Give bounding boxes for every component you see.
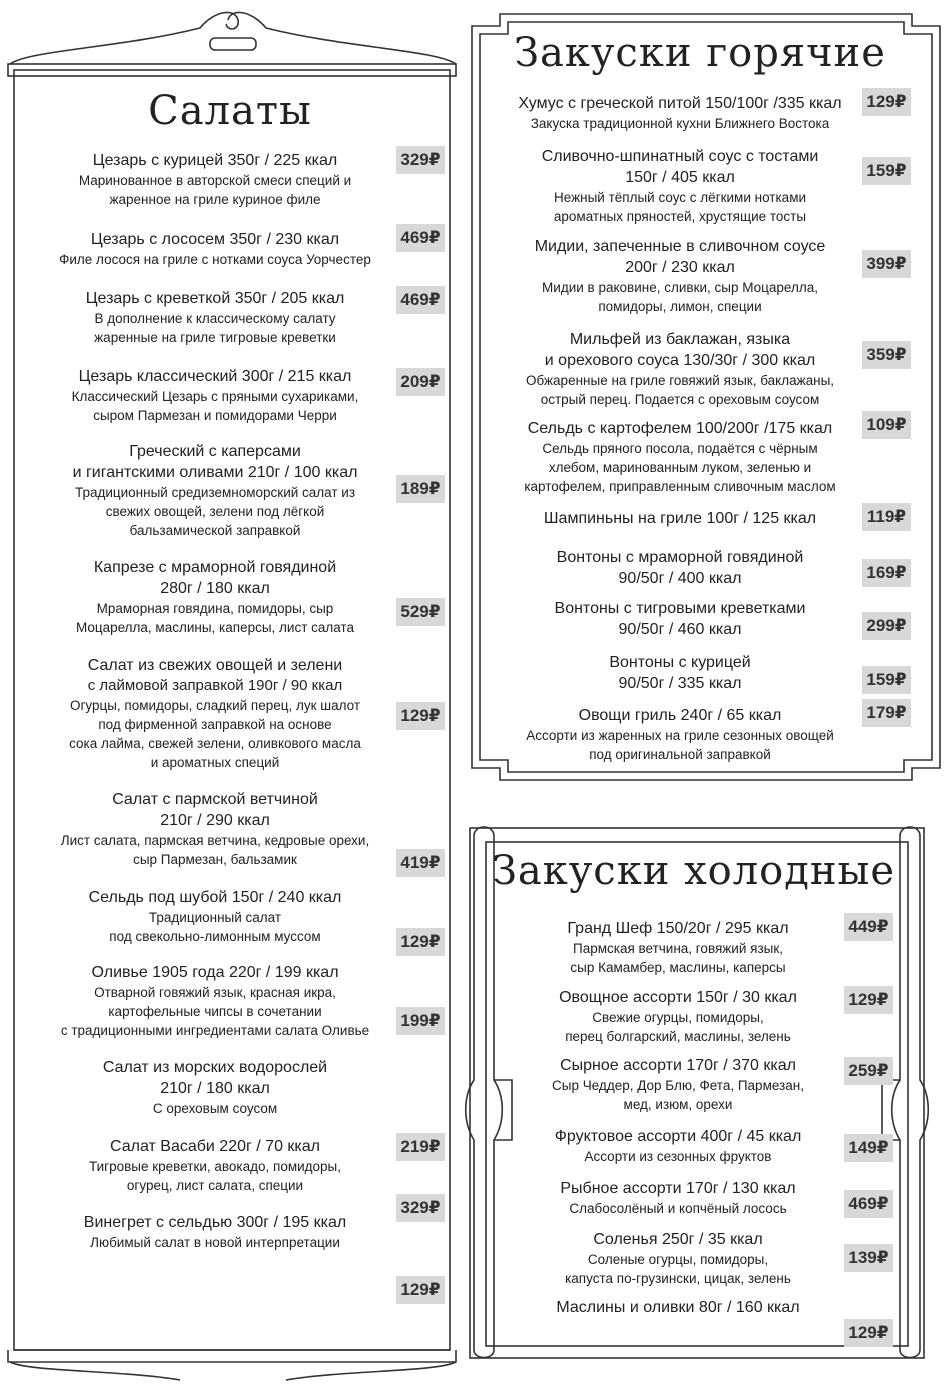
- menu-item: [30, 655, 400, 772]
- menu-item-name: Греческий с каперсами и гигантскими оливами 210г / 100 ккал: [72, 443, 358, 481]
- menu-item-price: 139₽: [844, 1244, 893, 1272]
- menu-item-description: Слабосолёный и копчёный лосось: [569, 1201, 787, 1216]
- menu-item-name: Маслины и оливки 80г / 160 ккал: [556, 1299, 800, 1316]
- menu-item-price: 129₽: [396, 702, 445, 730]
- menu-item-name: Мильфей из баклажан, языка и орехового соуса 130/30г / 300 ккал: [544, 331, 816, 369]
- menu-item-price: 469₽: [396, 224, 445, 252]
- menu-item-name: Фруктовое ассорти 400г / 45 ккал: [554, 1128, 802, 1145]
- menu-item-price: 529₽: [396, 598, 445, 626]
- menu-item-name: Винегрет с сельдью 300г / 195 ккал: [83, 1214, 347, 1231]
- menu-item: [500, 1055, 856, 1114]
- menu-item-name: Хумус с греческой питой 150/100г /335 ккал: [518, 95, 842, 112]
- menu-item-price: 129₽: [862, 88, 911, 116]
- menu-item: [492, 598, 868, 640]
- menu-item-name: Сельдь под шубой 150г / 240 ккал: [88, 889, 342, 906]
- menu-item-description: Маринованное в авторской смеси специй и жаренное на гриле куриное филе: [78, 173, 352, 207]
- menu-item: [30, 441, 400, 540]
- menu-item-name: Гранд Шеф 150/20г / 295 ккал: [567, 920, 789, 937]
- menu-item-price: 329₽: [396, 146, 445, 174]
- menu-item-price: 119₽: [862, 503, 911, 531]
- menu-item-description: Ассорти из сезонных фруктов: [584, 1149, 772, 1164]
- menu-item-description: Отварной говяжий язык, красная икра, картофельные чипсы в сочетании с традиционными ингредиентами салата Оливье: [60, 985, 370, 1038]
- menu-item: [492, 236, 868, 316]
- menu-item-description: Соленые огурцы, помидоры, капуста по-грузински, цицак, зелень: [565, 1252, 791, 1286]
- menu-item-name: Цезарь с креветкой 350г / 205 ккал: [85, 290, 345, 307]
- menu-item-description: Огурцы, помидоры, сладкий перец, лук шалот под фирменной заправкой на основе сока лайма, свежей зелени, оливкового масла и ароматных специй: [69, 698, 361, 770]
- menu-item-name: Сырное ассорти 170г / 370 ккал: [560, 1057, 796, 1074]
- menu-item-price: 179₽: [862, 699, 911, 727]
- menu-item-description: С ореховым соусом: [152, 1101, 278, 1116]
- menu-item-name: Цезарь с лососем 350г / 230 ккал: [90, 231, 340, 248]
- menu-item-price: 399₽: [862, 250, 911, 278]
- menu-item-price: 129₽: [844, 986, 893, 1014]
- menu-item-price: 469₽: [844, 1190, 893, 1218]
- menu-item-name: Овощное ассорти 150г / 30 ккал: [559, 989, 797, 1006]
- menu-item-name: Оливье 1905 года 220г / 199 ккал: [91, 964, 339, 981]
- cold-appetizers-title: Закуски холодные: [492, 848, 896, 894]
- menu-item-description: Сыр Чеддер, Дор Блю, Фета, Пармезан, мед, изюм, орехи: [552, 1078, 804, 1112]
- menu-item-description: Филе лосося на гриле с нотками соуса Уорчестер: [59, 252, 371, 267]
- menu-item-description: Любимый салат в новой интерпретации: [90, 1235, 340, 1250]
- menu-item-description: Обжаренные на гриле говяжий язык, баклажаны, острый перец. Подается с ореховым соусом: [525, 373, 835, 407]
- menu-item-description: Нежный тёплый соус с лёгкими нотками ароматных пряностей, хрустящие тосты: [553, 190, 807, 224]
- menu-item-price: 149₽: [844, 1134, 893, 1162]
- menu-item-name: Овощи гриль 240г / 65 ккал: [578, 707, 782, 724]
- menu-item-description: Тигровые креветки, авокадо, помидоры, огурец, лист салата, специи: [88, 1159, 342, 1193]
- menu-item-price: 109₽: [862, 411, 911, 439]
- menu-item: [30, 1057, 400, 1118]
- menu-item-description: Лист салата, пармская ветчина, кедровые орехи, сыр Пармезан, бальзамик: [60, 833, 370, 867]
- menu-item: [30, 962, 400, 1040]
- menu-item: [492, 508, 868, 529]
- menu-item: [500, 1297, 856, 1318]
- menu-item-name: Вонтоны с тигровыми креветками 90/50г / 460 ккал: [554, 600, 806, 638]
- menu-item-name: Вонтоны с курицей 90/50г / 335 ккал: [609, 654, 751, 692]
- menu-item: [492, 705, 868, 764]
- menu-item-price: 359₽: [862, 341, 911, 369]
- menu-item-name: Салат с пармской ветчиной 210г / 290 ккал: [112, 791, 318, 829]
- menu-item-price: 259₽: [844, 1057, 893, 1085]
- menu-item: [500, 1178, 856, 1218]
- salads-title: Салаты: [148, 88, 312, 134]
- menu-item-name: Салат Васаби 220г / 70 ккал: [110, 1138, 320, 1155]
- menu-item: [492, 146, 868, 226]
- menu-item-name: Салат из морских водорослей 210г / 180 ккал: [102, 1059, 328, 1097]
- menu-item-name: Капрезе с мраморной говядиной 280г / 180 ккал: [93, 559, 337, 597]
- menu-item: [492, 93, 868, 133]
- hot-appetizers-title: Закуски горячие: [514, 30, 886, 76]
- menu-item-price: 159₽: [862, 666, 911, 694]
- menu-item-price: 299₽: [862, 612, 911, 640]
- menu-item-description: Закуска традиционной кухни Ближнего Востока: [530, 116, 830, 131]
- menu-item-price: 129₽: [396, 928, 445, 956]
- menu-item-description: Мидии в раковине, сливки, сыр Моцарелла, помидоры, лимон, специи: [542, 280, 818, 314]
- menu-item-name: Цезарь классический 300г / 215 ккал: [78, 368, 352, 385]
- menu-item-description: Традиционный средиземноморский салат из свежих овощей, зелени под лёгкой бальзамической заправкой: [74, 485, 356, 538]
- menu-item-price: 129₽: [396, 1276, 445, 1304]
- menu-item-price: 449₽: [844, 913, 893, 941]
- menu-item-description: Мраморная говядина, помидоры, сыр Моцарелла, маслины, каперсы, лист салата: [75, 601, 355, 635]
- menu-item: [500, 987, 856, 1046]
- menu-item: [30, 557, 400, 637]
- menu-item-price: 209₽: [396, 368, 445, 396]
- menu-item: [500, 918, 856, 977]
- menu-item-name: Салат из свежих овощей и зелени: [87, 657, 343, 674]
- menu-item-name: Сельдь с картофелем 100/200г /175 ккал: [527, 420, 833, 437]
- menu-item-description: Свежие огурцы, помидоры, перец болгарский, маслины, зелень: [565, 1010, 791, 1044]
- menu-item: [30, 150, 400, 209]
- menu-item: [492, 652, 868, 694]
- menu-item-description: Сельдь пряного посола, подаётся с чёрным хлебом, маринованным луком, зеленью и картофелем, приправленным сливочным маслом: [524, 441, 836, 494]
- menu-item: [492, 547, 868, 589]
- menu-item-price: 419₽: [396, 849, 445, 877]
- menu-item-description: Классический Цезарь с пряными сухариками, сыром Пармезан и помидорами Черри: [71, 389, 359, 423]
- menu-item: [500, 1126, 856, 1166]
- menu-item-price: 219₽: [396, 1133, 445, 1161]
- menu-item: [30, 288, 400, 347]
- menu-item: [492, 329, 868, 409]
- menu-item-name: Мидии, запеченные в сливочном соусе 200г / 230 ккал: [534, 238, 826, 276]
- menu-item-name: Вонтоны с мраморной говядиной 90/50г / 400 ккал: [556, 549, 804, 587]
- menu-item-name: Шампиньны на гриле 100г / 125 ккал: [543, 510, 817, 527]
- menu-item-name: Сливочно-шпинатный соус с тостами 150г / 405 ккал: [541, 148, 819, 186]
- menu-item-name: Соленья 250г / 35 ккал: [593, 1231, 763, 1248]
- menu-item-description: Традиционный салат под свекольно-лимонным муссом: [109, 910, 321, 944]
- menu-item-price: 129₽: [844, 1319, 893, 1347]
- menu-item-price: 469₽: [396, 286, 445, 314]
- menu-item: [492, 418, 868, 496]
- menu-item: [30, 1136, 400, 1195]
- menu-item-subtitle: с лаймовой заправкой 190г / 90 ккал: [87, 677, 343, 694]
- menu-item-description: Пармская ветчина, говяжий язык, сыр Камамбер, маслины, каперсы: [570, 941, 786, 975]
- menu-item-price: 199₽: [396, 1007, 445, 1035]
- menu-item-price: 189₽: [396, 475, 445, 503]
- menu-item: [30, 789, 400, 869]
- menu-item-price: 329₽: [396, 1194, 445, 1222]
- menu-item-name: Рыбное ассорти 170г / 130 ккал: [560, 1180, 796, 1197]
- menu-item: [30, 887, 400, 946]
- menu-item: [30, 1212, 400, 1252]
- menu-item-price: 159₽: [862, 157, 911, 185]
- menu-item: [30, 229, 400, 269]
- menu-item: [500, 1229, 856, 1288]
- menu-item-name: Цезарь с курицей 350г / 225 ккал: [92, 152, 338, 169]
- menu-item-price: 169₽: [862, 559, 911, 587]
- menu-item: [30, 366, 400, 425]
- menu-item-description: В дополнение к классическому салату жаренные на гриле тигровые креветки: [94, 311, 336, 345]
- menu-item-description: Ассорти из жаренных на гриле сезонных овощей под оригинальной заправкой: [526, 728, 834, 762]
